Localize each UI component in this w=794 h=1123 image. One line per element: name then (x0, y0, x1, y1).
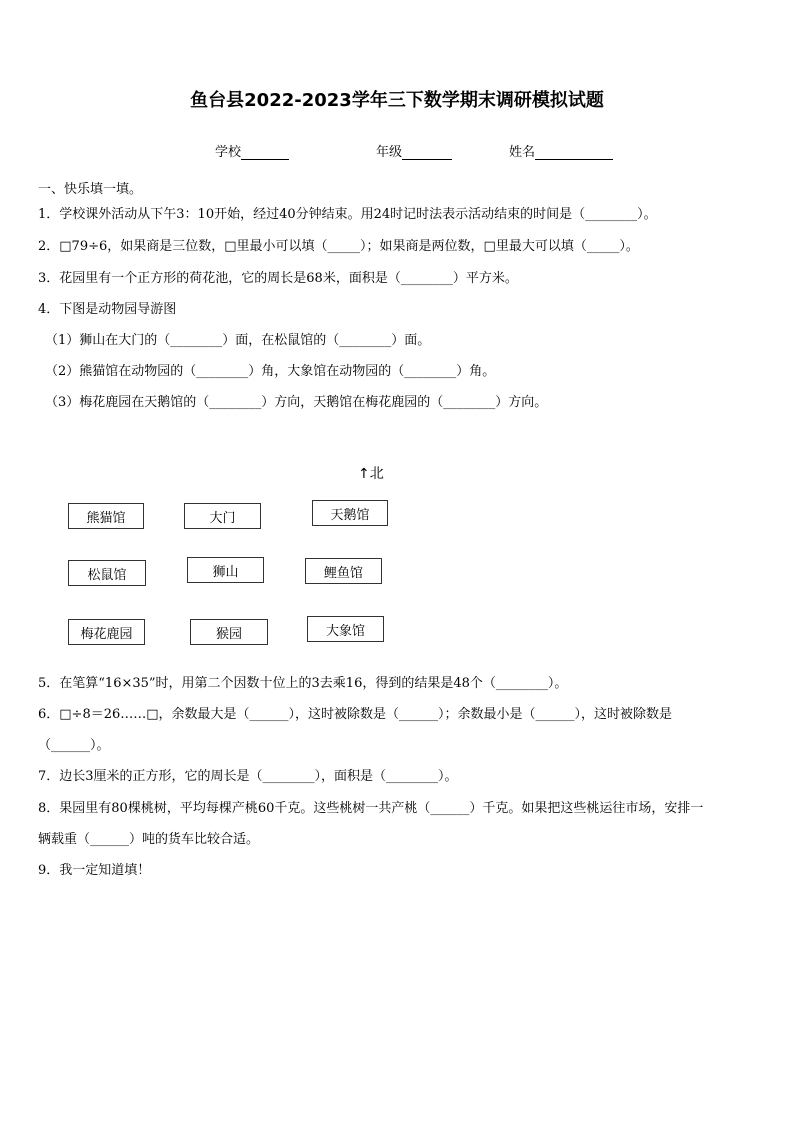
school-field (215, 141, 289, 160)
page-title: 鱼台县2022-2023学年三下数学期末调研模拟试题 (190, 90, 604, 111)
question-4: 4．下图是动物园导游图 (38, 302, 177, 317)
question-1: 1．学校课外活动从下午3：10开始，经过40分钟结束。用24时记时法表示活动结束的时间是（________）。 (38, 207, 657, 222)
question-8-line-2: 辆载重（______）吨的货车比较合适。 (38, 832, 260, 847)
name-blank[interactable] (535, 145, 613, 160)
map-place-deer: 梅花鹿园 (68, 619, 145, 645)
map-place-gate: 大门 (184, 503, 261, 529)
north-arrow-label: ↑北 (358, 466, 384, 482)
map-place-elephant: 大象馆 (307, 616, 384, 642)
question-8-line-1: 8．果园里有80棵桃树，平均每棵产桃60千克。这些桃树一共产桃（______）千克。如果把这些桃运往市场，安排一 (38, 801, 704, 816)
grade-field (376, 141, 452, 160)
section-heading: 一、快乐填一填。 (38, 182, 143, 197)
grade-blank[interactable] (402, 145, 452, 160)
question-4-2: （2）熊猫馆在动物园的（________）角，大象馆在动物园的（________）角。 (45, 364, 496, 379)
question-6-line-2: （______）。 (38, 738, 110, 753)
question-5: 5．在笔算“16×35”时，用第二个因数十位上的3去乘16，得到的结果是48个（________）。 (38, 676, 568, 691)
school-label: 学校 (215, 145, 242, 160)
question-6-line-1: 6．□÷8＝26……□，余数最大是（______），这时被除数是（______）；余数最小是（______），这时被除数是 (38, 707, 673, 722)
map-place-squirrel: 松鼠馆 (68, 560, 146, 586)
name-field (509, 141, 613, 160)
question-3: 3．花园里有一个正方形的荷花池，它的周长是68米，面积是（________）平方米。 (38, 271, 518, 286)
map-place-carp: 鲤鱼馆 (305, 558, 382, 584)
map-place-swan: 天鹅馆 (312, 500, 388, 526)
question-9: 9．我一定知道填！ (38, 863, 151, 878)
question-7: 7．边长3厘米的正方形，它的周长是（________），面积是（________）。 (38, 769, 458, 784)
school-blank[interactable] (241, 145, 289, 160)
map-place-panda: 熊猫馆 (68, 503, 144, 529)
map-place-monkey: 猴园 (190, 619, 268, 645)
question-2: 2．□79÷6，如果商是三位数，□里最小可以填（_____）；如果商是两位数，□里最大可以填（_____）。 (38, 239, 639, 254)
question-4-3: （3）梅花鹿园在天鹅馆的（________）方向，天鹅馆在梅花鹿园的（________）方向。 (45, 395, 548, 410)
name-label: 姓名 (509, 145, 536, 160)
map-place-lion: 狮山 (187, 557, 264, 583)
grade-label: 年级 (376, 145, 403, 160)
question-4-1: （1）狮山在大门的（________）面，在松鼠馆的（________）面。 (45, 333, 431, 348)
